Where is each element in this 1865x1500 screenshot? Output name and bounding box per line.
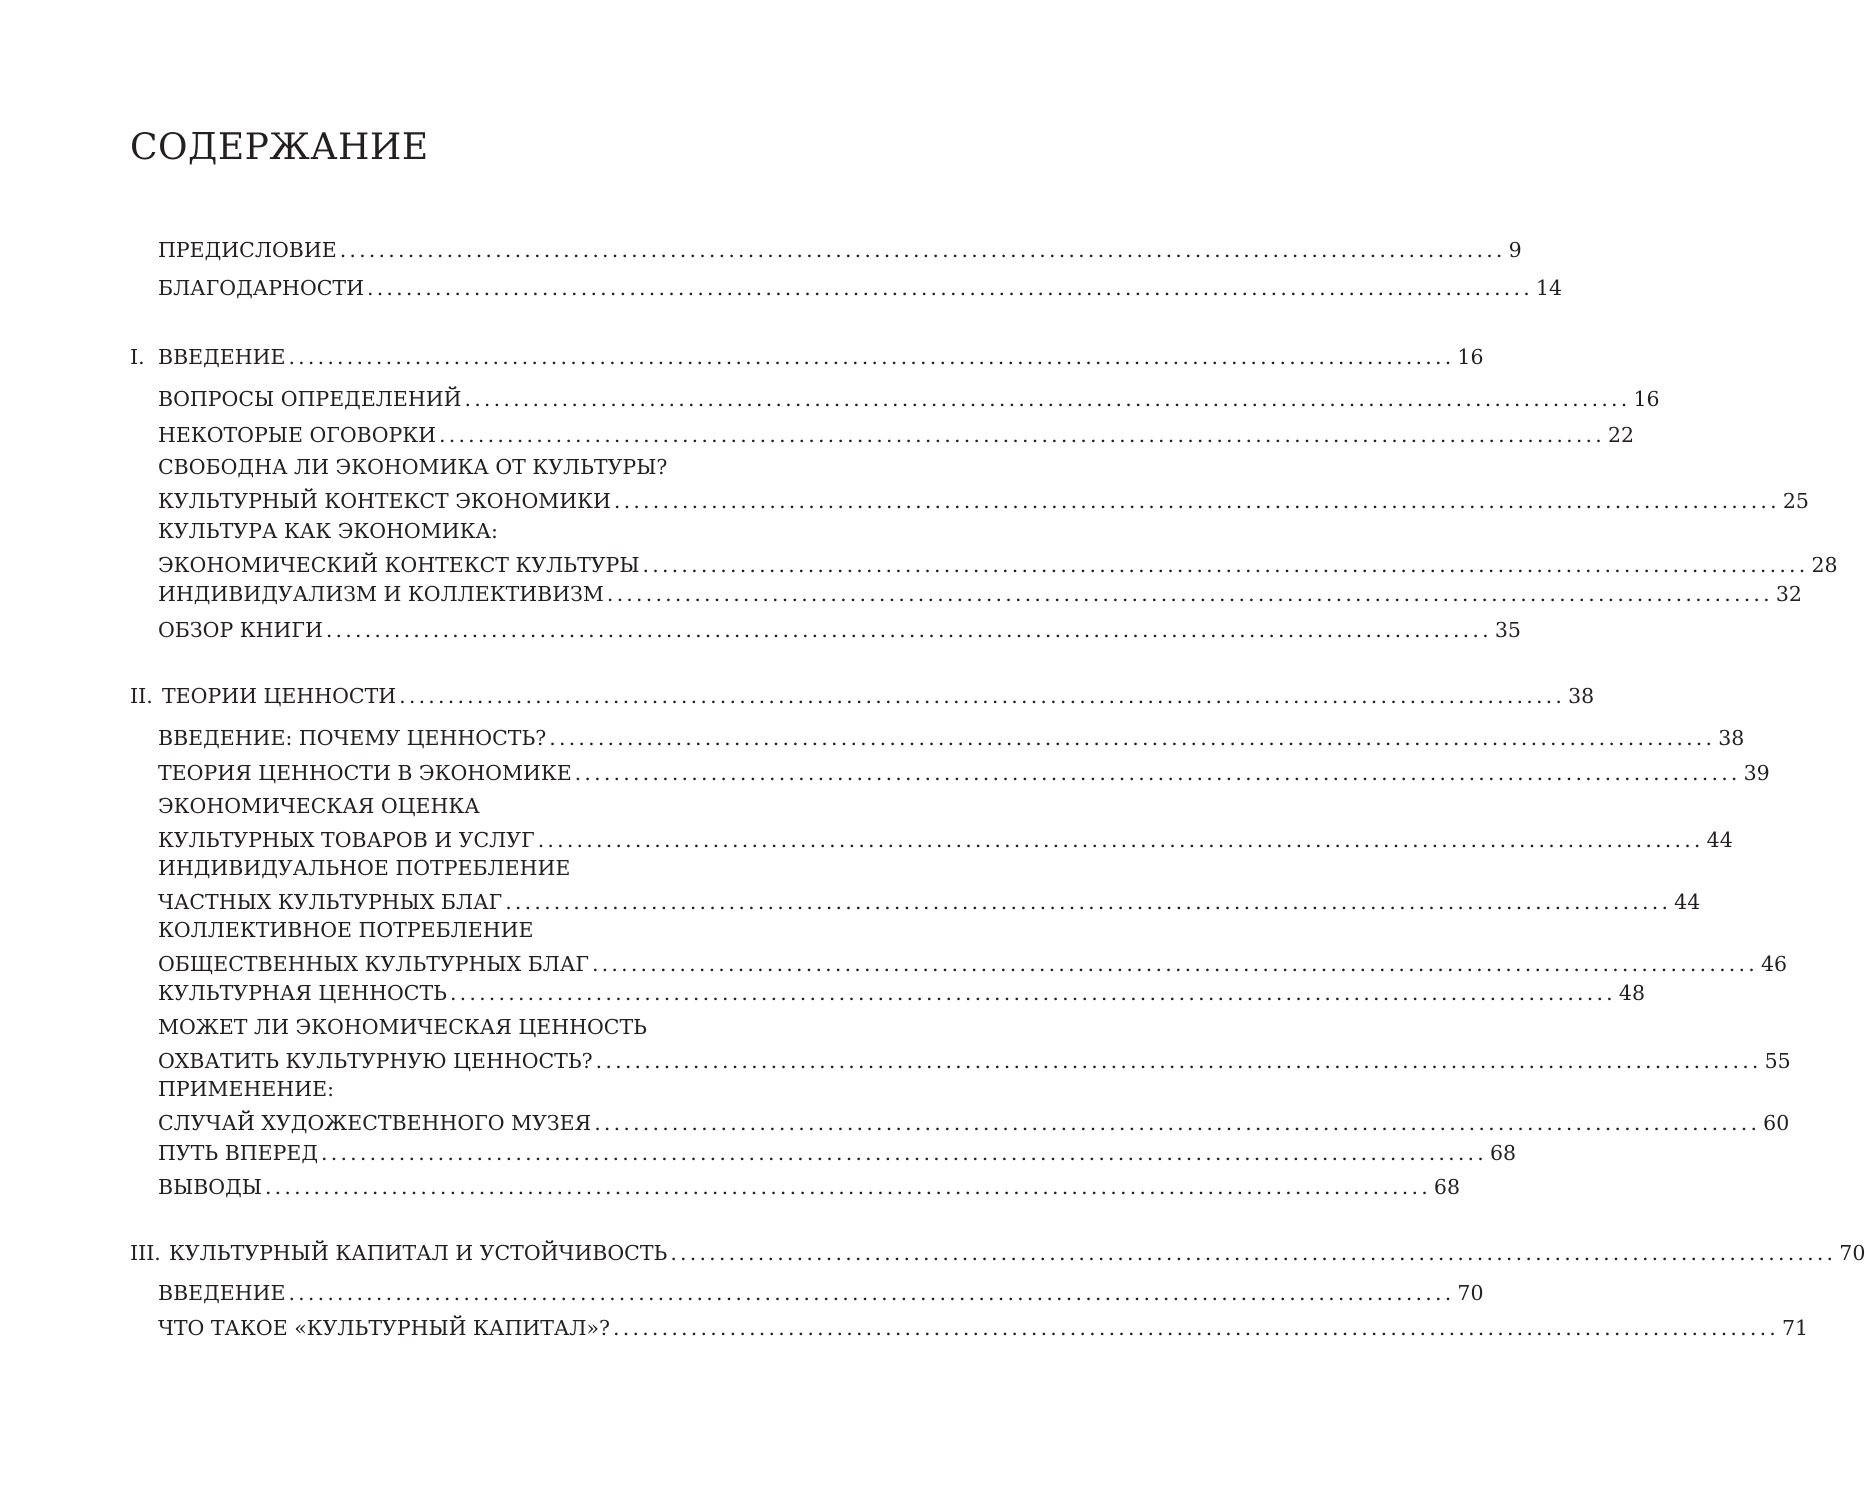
toc-entry[interactable]	[158, 976, 1645, 1010]
toc-entry[interactable]	[158, 1276, 1484, 1310]
toc-entry-title: КУЛЬТУРНЫХ ТОВАРОВ И УСЛУГ	[158, 828, 535, 852]
dot-leader: ........................................................................................................................	[670, 1241, 1837, 1265]
chapter-number: II.	[130, 684, 153, 708]
dot-leader: ........................................................................................................................	[613, 1316, 1780, 1340]
dot-leader: ........................................................................................................................	[325, 618, 1492, 642]
page-number: 70	[1457, 1281, 1484, 1305]
toc-entry-title: ВВЕДЕНИЕ	[158, 1281, 286, 1305]
toc-entry-title: ИНДИВИДУАЛИЗМ И КОЛЛЕКТИВИЗМ	[158, 582, 604, 606]
page-number: 55	[1764, 1049, 1791, 1073]
toc-entry-title: ВОПРОСЫ ОПРЕДЕЛЕНИЙ	[158, 387, 462, 411]
dot-leader: ........................................................................................................................	[613, 489, 1780, 513]
dot-leader: ........................................................................................................................	[574, 761, 1741, 785]
toc-entry-title: ВЫВОДЫ	[158, 1175, 262, 1199]
dot-leader: ........................................................................................................................	[549, 726, 1716, 750]
toc-entry[interactable]	[158, 577, 1802, 611]
toc-entry-title: ОБЩЕСТВЕННЫХ КУЛЬТУРНЫХ БЛАГ	[158, 952, 589, 976]
page-number: 32	[1775, 582, 1802, 606]
page-number: 71	[1782, 1316, 1809, 1340]
toc-entry[interactable]	[158, 418, 1635, 452]
toc-entry-preface[interactable]	[158, 233, 1522, 267]
page-title: СОДЕРЖАНИЕ	[130, 127, 429, 168]
dot-leader: ........................................................................................................................	[594, 1111, 1761, 1135]
page-number: 25	[1782, 489, 1809, 513]
toc-entry[interactable]	[158, 913, 1788, 981]
dot-leader: ........................................................................................................................	[595, 1049, 1762, 1073]
toc-entry[interactable]	[158, 613, 1521, 647]
toc-entry-title: ЧАСТНЫХ КУЛЬТУРНЫХ БЛАГ	[158, 890, 503, 914]
toc-entry-acknowledgements[interactable]	[158, 271, 1563, 305]
toc-entry[interactable]	[158, 756, 1770, 790]
toc-entry-title-line1: МОЖЕТ ЛИ ЭКОНОМИЧЕСКАЯ ЦЕННОСТЬ	[158, 1015, 647, 1039]
toc-entry-title: ЧТО ТАКОЕ «КУЛЬТУРНЫЙ КАПИТАЛ»?	[158, 1316, 611, 1340]
dot-leader: ........................................................................................................................	[464, 387, 1631, 411]
page-number: 16	[1457, 345, 1484, 369]
dot-leader: ........................................................................................................................	[449, 981, 1616, 1005]
toc-entry-title: ТЕОРИЯ ЦЕННОСТИ В ЭКОНОМИКЕ	[158, 761, 572, 785]
dot-leader: ........................................................................................................................	[339, 238, 1506, 262]
chapter-title: ТЕОРИИ ЦЕННОСТИ	[162, 684, 397, 708]
page-number: 48	[1618, 981, 1645, 1005]
page-number: 39	[1743, 761, 1770, 785]
toc-chapter-2[interactable]	[130, 679, 1595, 713]
toc-entry[interactable]	[158, 1136, 1517, 1170]
toc-entry-title-line1: ПРИМЕНЕНИЕ:	[158, 1077, 334, 1101]
toc-entry[interactable]	[158, 450, 1809, 518]
toc-entry[interactable]	[158, 1311, 1809, 1345]
dot-leader: ........................................................................................................................	[321, 1141, 1487, 1165]
toc-entry-title: НЕКОТОРЫЕ ОГОВОРКИ	[158, 423, 437, 447]
dot-leader: ........................................................................................................................	[288, 345, 1455, 369]
chapter-title: КУЛЬТУРНЫЙ КАПИТАЛ И УСТОЙЧИВОСТЬ	[169, 1241, 668, 1265]
toc-entry-title: ПРЕДИСЛОВИЕ	[158, 238, 337, 262]
page-number: 38	[1718, 726, 1745, 750]
page-number: 16	[1633, 387, 1660, 411]
toc-entry-title-line1: ЭКОНОМИЧЕСКАЯ ОЦЕНКА	[158, 794, 480, 818]
dot-leader: ........................................................................................................................	[366, 276, 1533, 300]
toc-entry-title-line1: ИНДИВИДУАЛЬНОЕ ПОТРЕБЛЕНИЕ	[158, 856, 571, 880]
toc-entry[interactable]	[158, 789, 1733, 857]
toc-entry[interactable]	[158, 514, 1838, 582]
page-number: 60	[1763, 1111, 1790, 1135]
toc-entry-title-line1: КУЛЬТУРА КАК ЭКОНОМИКА:	[158, 519, 498, 543]
page-number: 38	[1568, 684, 1595, 708]
toc-entry-title: ОБЗОР КНИГИ	[158, 618, 323, 642]
dot-leader: ........................................................................................................................	[288, 1281, 1455, 1305]
page-number: 44	[1706, 828, 1733, 852]
toc-entry-title: БЛАГОДАРНОСТИ	[158, 276, 364, 300]
page-number: 44	[1674, 890, 1701, 914]
toc-entry-title: ВВЕДЕНИЕ: ПОЧЕМУ ЦЕННОСТЬ?	[158, 726, 547, 750]
page-number: 70	[1839, 1241, 1865, 1265]
toc-entry-title: ОХВАТИТЬ КУЛЬТУРНУЮ ЦЕННОСТЬ?	[158, 1049, 593, 1073]
page-number: 9	[1508, 238, 1522, 262]
toc-entry[interactable]	[158, 721, 1745, 755]
dot-leader: ........................................................................................................................	[439, 423, 1605, 447]
page-number: 68	[1490, 1141, 1517, 1165]
dot-leader: ........................................................................................................................	[505, 890, 1672, 914]
chapter-number: III.	[130, 1241, 161, 1265]
chapter-number: I.	[130, 345, 145, 369]
toc-entry-title: КУЛЬТУРНАЯ ЦЕННОСТЬ	[158, 981, 447, 1005]
dot-leader: ........................................................................................................................	[264, 1175, 1431, 1199]
dot-leader: ........................................................................................................................	[642, 553, 1809, 577]
page-number: 22	[1608, 423, 1635, 447]
toc-entry-title-line1: КОЛЛЕКТИВНОЕ ПОТРЕБЛЕНИЕ	[158, 918, 534, 942]
toc-entry-title-line1: СВОБОДНА ЛИ ЭКОНОМИКА ОТ КУЛЬТУРЫ?	[158, 455, 668, 479]
toc-entry[interactable]	[158, 1072, 1790, 1140]
page-number: 46	[1760, 952, 1788, 976]
dot-leader: ........................................................................................................................	[399, 684, 1566, 708]
toc-entry-title: КУЛЬТУРНЫЙ КОНТЕКСТ ЭКОНОМИКИ	[158, 489, 611, 513]
toc-entry[interactable]	[158, 1170, 1461, 1204]
chapter-title: ВВЕДЕНИЕ	[158, 345, 286, 369]
page-number: 14	[1535, 276, 1563, 300]
toc-chapter-3[interactable]	[130, 1236, 1865, 1270]
toc-entry-title: ЭКОНОМИЧЕСКИЙ КОНТЕКСТ КУЛЬТУРЫ	[158, 553, 640, 577]
toc-entry[interactable]	[158, 1010, 1791, 1078]
page-number: 68	[1433, 1175, 1461, 1199]
page-number: 35	[1494, 618, 1521, 642]
toc-entry-title: СЛУЧАЙ ХУДОЖЕСТВЕННОГО МУЗЕЯ	[158, 1111, 592, 1135]
toc-entry-title: ПУТЬ ВПЕРЕД	[158, 1141, 319, 1165]
dot-leader: ........................................................................................................................	[591, 952, 1758, 976]
dot-leader: ........................................................................................................................	[606, 582, 1773, 606]
toc-entry[interactable]	[158, 382, 1660, 416]
dot-leader: ........................................................................................................................	[537, 828, 1704, 852]
toc-chapter-1[interactable]	[130, 340, 1484, 374]
page-number: 28	[1811, 553, 1838, 577]
toc-entry[interactable]	[158, 851, 1701, 919]
